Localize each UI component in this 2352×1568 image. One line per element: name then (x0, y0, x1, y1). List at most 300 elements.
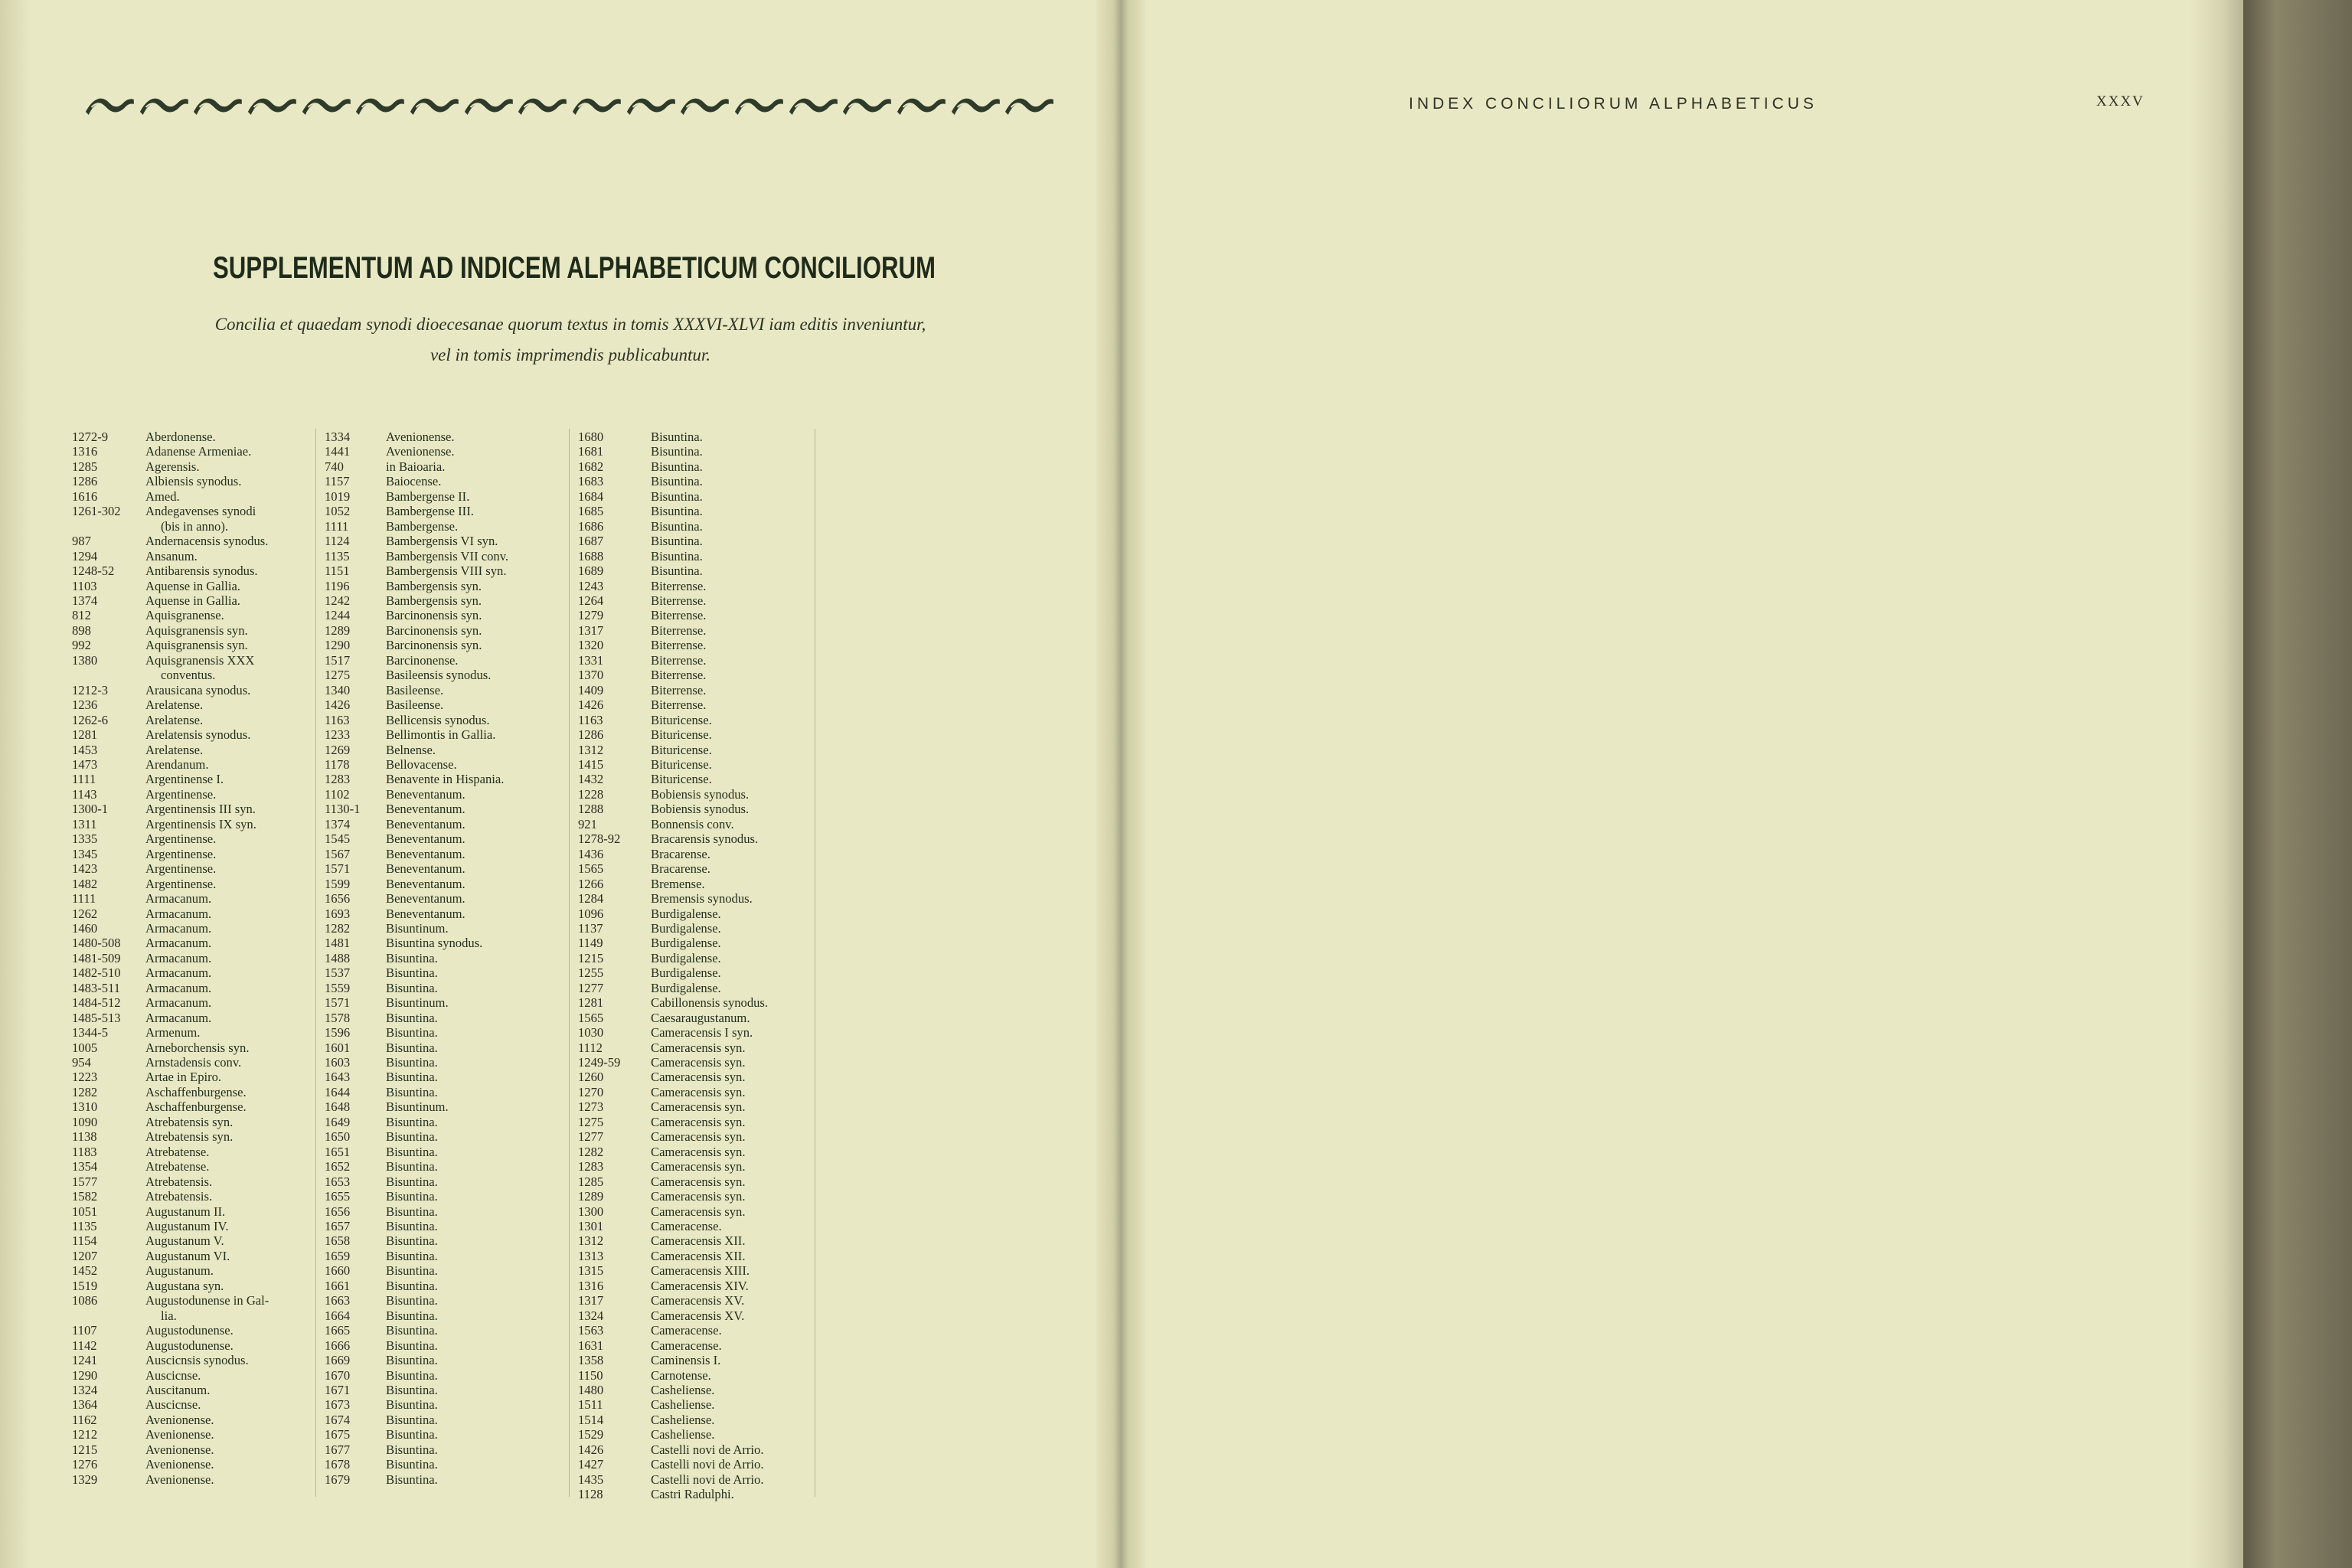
entry-year: 1650 (325, 1129, 351, 1145)
entry-year: 1312 (578, 742, 604, 757)
entry-council: Bisuntina. (386, 1293, 438, 1308)
entry-year: 1130-1 (325, 802, 361, 817)
entry-year: 1228 (578, 786, 604, 802)
index-entry (72, 1025, 308, 1040)
entry-year: 1316 (72, 444, 98, 459)
entry-year: 1262-6 (72, 712, 109, 727)
ornament-motif-icon (950, 92, 1001, 118)
entry-year: 1149 (578, 936, 603, 951)
entry-council: Caminensis I. (651, 1353, 721, 1368)
entry-council: Aquisgranense. (145, 608, 224, 623)
book-gutter (1096, 0, 1145, 1568)
entry-council: Baiocense. (386, 474, 442, 489)
index-entry (72, 906, 308, 921)
entry-council: Augustodunense. (145, 1338, 234, 1353)
entry-council: Carnotense. (651, 1367, 711, 1383)
index-entry (325, 1263, 556, 1278)
entry-council: Beneventanum. (386, 861, 466, 877)
entry-year: 1320 (578, 638, 604, 653)
index-entry (578, 1442, 821, 1457)
ornament-motif-icon (247, 92, 298, 118)
index-entry (578, 1025, 821, 1040)
entry-year: 1112 (578, 1040, 603, 1055)
entry-year: 1282 (578, 1144, 604, 1159)
entry-year: 1687 (578, 534, 604, 549)
entry-council: Bisuntina. (651, 534, 703, 549)
entry-council: Casheliense. (651, 1397, 715, 1413)
index-entry (72, 1129, 308, 1144)
index-entry (72, 847, 308, 861)
index-entry (578, 861, 821, 876)
entry-council: Bisuntina. (386, 1129, 438, 1145)
index-entry (325, 787, 556, 802)
index-entry (578, 1085, 821, 1099)
index-entry (72, 668, 308, 682)
ornament-motif-icon (679, 92, 730, 118)
index-entry (325, 1442, 556, 1457)
index-entry (72, 653, 308, 668)
entry-year: 1415 (578, 756, 604, 772)
entry-year: 1138 (72, 1129, 97, 1145)
entry-council: Caesaraugustanum. (651, 1010, 750, 1025)
index-entry (72, 534, 308, 548)
entry-year: 1233 (325, 727, 351, 743)
entry-council: Cameracensis I syn. (651, 1025, 753, 1040)
entry-council: Biterrense. (651, 682, 707, 697)
entry-year: 1290 (325, 638, 351, 653)
entry-year: 1577 (72, 1174, 98, 1189)
entry-council: Armacanum. (145, 891, 212, 906)
entry-council: Avenionense. (145, 1427, 214, 1442)
entry-year: 1286 (72, 474, 98, 489)
entry-council: Bracarense. (651, 846, 710, 861)
entry-council: Bituricense. (651, 756, 712, 772)
entry-year: 1151 (325, 564, 350, 579)
entry-year: 1223 (72, 1070, 98, 1085)
entry-year: 1030 (578, 1025, 604, 1040)
entry-year: 1674 (325, 1412, 351, 1427)
index-entry (578, 1427, 821, 1442)
entry-council: Avenionense. (386, 444, 455, 459)
entry-council: Augustodunense in Gal- (145, 1293, 270, 1308)
entry-council: Augustanum V. (145, 1233, 224, 1249)
entry-council: Arelatense. (145, 697, 204, 713)
entry-council: Aquisgranensis syn. (145, 622, 248, 638)
entry-council: Augustanum IV. (145, 1219, 229, 1234)
index-entry (578, 817, 821, 831)
entry-year: 898 (72, 622, 91, 638)
index-entry (325, 519, 556, 534)
entry-year: 1670 (325, 1367, 351, 1383)
index-entry (72, 1368, 308, 1383)
entry-year: 1344-5 (72, 1025, 109, 1040)
entry-council: Bisuntina. (651, 548, 703, 564)
entry-year: 1358 (578, 1353, 604, 1368)
index-entry (578, 1159, 821, 1174)
entry-year: 1661 (325, 1278, 351, 1293)
entry-council: Bisuntina. (651, 564, 703, 579)
entry-year: 1178 (325, 756, 350, 772)
index-entry (578, 1383, 821, 1397)
entry-year: 1669 (325, 1353, 351, 1368)
index-entry (578, 1487, 821, 1501)
entry-council: Cameracense. (651, 1219, 722, 1234)
entry-year: 1282 (325, 920, 351, 936)
entry-year: 1329 (72, 1472, 98, 1487)
index-entry (578, 951, 821, 965)
entry-year: 1241 (72, 1353, 98, 1368)
entry-council: Beneventanum. (386, 786, 466, 802)
entry-year: 1111 (325, 518, 349, 534)
entry-year: 1423 (72, 861, 98, 877)
index-entry (578, 727, 821, 742)
entry-year: 1666 (325, 1338, 351, 1353)
entry-council: Bisuntina. (386, 1457, 438, 1472)
entry-year: 1335 (72, 831, 98, 847)
index-entry (578, 921, 821, 936)
entry-council: Cameracensis syn. (651, 1070, 746, 1085)
entry-council: Biterrense. (651, 622, 707, 638)
index-entry (578, 1145, 821, 1159)
index-entry (578, 906, 821, 921)
entry-council: Avenionense. (386, 430, 455, 444)
entry-council: Arendanum. (145, 756, 209, 772)
entry-year: 1681 (578, 444, 604, 459)
index-entry (578, 1338, 821, 1353)
entry-year: 1249-59 (578, 1055, 621, 1070)
entry-council: Amed. (145, 488, 180, 504)
entry-year: 1675 (325, 1427, 351, 1442)
entry-council: Beneventanum. (386, 906, 466, 921)
index-entry (578, 1115, 821, 1129)
entry-council: Arneborchensis syn. (145, 1040, 250, 1055)
entry-council: Argentinense. (145, 831, 217, 847)
index-entry (578, 936, 821, 950)
entry-council: Bisuntina. (386, 1233, 438, 1249)
index-entry (578, 757, 821, 772)
index-entry (72, 757, 308, 772)
entry-year: 1285 (578, 1174, 604, 1189)
entry-year: 1281 (578, 995, 604, 1011)
entry-council: Barcinonensis syn. (386, 608, 482, 623)
index-entry (72, 936, 308, 950)
index-entry (578, 802, 821, 816)
index-entry (578, 608, 821, 622)
index-entry (72, 1442, 308, 1457)
entry-council: Bisuntina synodus. (386, 936, 483, 951)
index-entry (325, 847, 556, 861)
entry-year: 1135 (325, 548, 350, 564)
entry-year: 1163 (325, 712, 350, 727)
entry-year: 1473 (72, 756, 98, 772)
index-entry (578, 847, 821, 861)
entry-council: Cameracensis XIV. (651, 1278, 749, 1293)
index-entry (578, 787, 821, 802)
index-entry (325, 743, 556, 757)
entry-year: 1643 (325, 1070, 351, 1085)
entry-year: 1345 (72, 846, 98, 861)
entry-year: 1102 (325, 786, 350, 802)
index-entry (325, 1293, 556, 1308)
entry-year: 1436 (578, 846, 604, 861)
entry-council: Biterrense. (651, 652, 707, 668)
entry-year: 1426 (578, 697, 604, 713)
index-entry (325, 1099, 556, 1114)
entry-year: 1157 (325, 474, 350, 489)
entry-council: Biterrense. (651, 638, 707, 653)
index-entry (72, 772, 308, 786)
index-entry (72, 1427, 308, 1442)
entry-year: 1052 (325, 504, 351, 519)
entry-year: 812 (72, 608, 91, 623)
entry-council: Argentinense. (145, 786, 217, 802)
entry-year: 1648 (325, 1099, 351, 1115)
index-entry (72, 1338, 308, 1353)
index-entry (325, 430, 556, 444)
entry-council: Bisuntina. (651, 474, 703, 489)
entry-council: Atrebatensis. (145, 1174, 213, 1189)
entry-council: Atrebatensis syn. (145, 1129, 234, 1145)
entry-council: Biterrense. (651, 608, 707, 623)
entry-council: Armacanum. (145, 980, 212, 995)
entry-year: 1374 (72, 593, 98, 608)
entry-year: 1682 (578, 459, 604, 474)
ornament-motif-icon (1004, 92, 1055, 118)
index-entry (325, 1219, 556, 1233)
index-entry (578, 1249, 821, 1263)
entry-year: 1426 (325, 697, 351, 713)
entry-year: 1671 (325, 1383, 351, 1397)
entry-council: Cameracensis syn. (651, 1084, 746, 1099)
ornament-motif-icon (139, 92, 190, 118)
entry-year: 1310 (72, 1099, 98, 1115)
entry-council: Bisuntina. (386, 1204, 438, 1219)
entry-year: 1312 (578, 1233, 604, 1249)
entry-year: 1285 (72, 459, 98, 474)
entry-year: 1331 (578, 652, 604, 668)
index-entry (578, 1233, 821, 1248)
index-entry (72, 1011, 308, 1025)
entry-year: 1545 (325, 831, 351, 847)
entry-council: Armacanum. (145, 965, 212, 981)
entry-year: 1281 (72, 727, 98, 743)
index-entry (325, 1055, 556, 1070)
entry-council: Burdigalense. (651, 920, 721, 936)
index-entry (72, 1293, 308, 1308)
index-entry (325, 1249, 556, 1263)
index-entry (72, 1413, 308, 1427)
index-entry (325, 444, 556, 459)
index-entry (325, 608, 556, 622)
index-entry (325, 1159, 556, 1174)
entry-year: 1317 (578, 1293, 604, 1308)
entry-council: Atrebatensis syn. (145, 1114, 234, 1129)
entry-year: 1380 (72, 652, 98, 668)
index-entry (72, 444, 308, 459)
index-entry (72, 802, 308, 816)
entry-year: 1563 (578, 1323, 604, 1338)
index-entry (578, 1174, 821, 1189)
index-entry (325, 474, 556, 488)
entry-council: Auscitanum. (145, 1383, 211, 1397)
index-entry (72, 1204, 308, 1219)
index-entry (578, 1011, 821, 1025)
entry-year: 1243 (578, 578, 604, 593)
running-head: INDEX CONCILIORUM ALPHABETICUS (1409, 95, 1818, 113)
entry-year: 992 (72, 638, 91, 653)
entry-year: 1659 (325, 1248, 351, 1263)
entry-year: 1277 (578, 1129, 604, 1145)
entry-council: Cameracensis syn. (651, 1055, 746, 1070)
entry-year: 1236 (72, 697, 98, 713)
entry-year: 1154 (72, 1233, 97, 1249)
entry-council: Bisuntina. (386, 1248, 438, 1263)
index-entry (578, 1279, 821, 1293)
entry-council: Bisuntina. (386, 1010, 438, 1025)
entry-council: Burdigalense. (651, 980, 721, 995)
entry-council: Castri Radulphi. (651, 1487, 734, 1502)
index-entry (325, 623, 556, 638)
entry-year: 1374 (325, 816, 351, 831)
entry-year: 1324 (578, 1308, 604, 1323)
entry-year: 1460 (72, 920, 98, 936)
index-entry (72, 593, 308, 608)
headpiece-ornament (84, 92, 1055, 118)
entry-council: Bonnensis conv. (651, 816, 734, 831)
entry-year: 1481-509 (72, 950, 121, 965)
entry-year: 1582 (72, 1189, 98, 1204)
entry-council: Biterrense. (651, 668, 707, 683)
entry-council: Bisuntina. (386, 1159, 438, 1174)
entry-year: 1601 (325, 1040, 351, 1055)
entry-year: 1275 (578, 1114, 604, 1129)
entry-year: 1683 (578, 474, 604, 489)
entry-council: Basileense. (386, 682, 444, 697)
index-entry (72, 1099, 308, 1114)
entry-council: Cameracensis syn. (651, 1174, 746, 1189)
index-entry (325, 579, 556, 593)
entry-council: Bambergense. (386, 518, 459, 534)
entry-year: 1096 (578, 906, 604, 921)
entry-year: 1124 (325, 534, 350, 549)
entry-year: 1678 (325, 1457, 351, 1472)
entry-council: Arausicana synodus. (145, 682, 251, 697)
index-entry (578, 683, 821, 697)
index-entry (72, 608, 308, 622)
entry-year: 1684 (578, 488, 604, 504)
entry-council: Bisuntina. (386, 1055, 438, 1070)
index-entry (325, 1115, 556, 1129)
index-entry (72, 1189, 308, 1204)
entry-council: Bellimontis in Gallia. (386, 727, 496, 743)
index-entry (72, 1055, 308, 1070)
entry-council: Avenionense. (145, 1472, 214, 1487)
entry-council: Arelatense. (145, 742, 204, 757)
index-entry (72, 1085, 308, 1099)
entry-council: (bis in anno). (161, 518, 229, 534)
entry-year: 1680 (578, 430, 604, 444)
index-entry (578, 981, 821, 995)
entry-year: 1248-52 (72, 564, 115, 579)
index-entry (325, 965, 556, 980)
entry-year: 1644 (325, 1084, 351, 1099)
index-entry (72, 787, 308, 802)
entry-year: 1435 (578, 1472, 604, 1487)
index-entry (72, 861, 308, 876)
index-entry (72, 579, 308, 593)
entry-council: Auscicnse. (145, 1397, 201, 1413)
entry-year: 1317 (578, 622, 604, 638)
entry-year: 1565 (578, 1010, 604, 1025)
entry-year: 1427 (578, 1457, 604, 1472)
index-entry (578, 995, 821, 1010)
entry-council: Bisuntina. (386, 1070, 438, 1085)
entry-council: Bambergense III. (386, 504, 474, 519)
entry-year: 1135 (72, 1219, 97, 1234)
entry-year: 1656 (325, 1204, 351, 1219)
entry-council: Bisuntina. (651, 430, 703, 444)
index-entry (72, 965, 308, 980)
ornament-motif-icon (84, 92, 136, 118)
entry-council: Bobiensis synodus. (651, 786, 750, 802)
index-entry (325, 772, 556, 786)
entry-council: Bituricense. (651, 772, 712, 787)
index-entry (325, 489, 556, 504)
entry-council: Bisuntinum. (386, 1099, 449, 1115)
entry-council: Cameracensis XV. (651, 1293, 745, 1308)
index-column-3 (578, 430, 821, 1502)
entry-council: Arnstadensis conv. (145, 1055, 242, 1070)
entry-council: Burdigalense. (651, 965, 721, 981)
entry-council: Beneventanum. (386, 816, 466, 831)
ornament-motif-icon (301, 92, 352, 118)
entry-council: Aquisgranensis syn. (145, 638, 248, 653)
entry-year: 1313 (578, 1248, 604, 1263)
index-entry (72, 459, 308, 474)
entry-council: Armacanum. (145, 950, 212, 965)
index-entry (578, 1368, 821, 1383)
entry-year: 1559 (325, 980, 351, 995)
index-entry (578, 653, 821, 668)
index-entry (578, 1353, 821, 1367)
entry-year: 1334 (325, 430, 351, 444)
index-column-1 (72, 430, 308, 1487)
entry-year: 1264 (578, 593, 604, 608)
entry-year: 1452 (72, 1263, 98, 1279)
entry-council: Aquense in Gallia. (145, 593, 240, 608)
index-entry (325, 697, 556, 712)
entry-year: 1656 (325, 891, 351, 906)
entry-year: 1300 (578, 1204, 604, 1219)
entry-council: Bisuntina. (651, 488, 703, 504)
ornament-motif-icon (788, 92, 839, 118)
index-entry (72, 697, 308, 712)
entry-year: 1686 (578, 518, 604, 534)
entry-council: Cameracensis syn. (651, 1040, 746, 1055)
index-entry (578, 1129, 821, 1144)
entry-council: Castelli novi de Arrio. (651, 1442, 764, 1457)
entry-year: 1409 (578, 682, 604, 697)
entry-council: Biterrense. (651, 593, 707, 608)
entry-council: Argentinense. (145, 846, 217, 861)
entry-council: Bambergense II. (386, 488, 470, 504)
entry-council: Bituricense. (651, 727, 712, 743)
index-entry (578, 1397, 821, 1412)
entry-council: Artae in Epiro. (145, 1070, 222, 1085)
ornament-motif-icon (626, 92, 677, 118)
left-page-edge (0, 0, 31, 1568)
index-entry (72, 504, 308, 518)
